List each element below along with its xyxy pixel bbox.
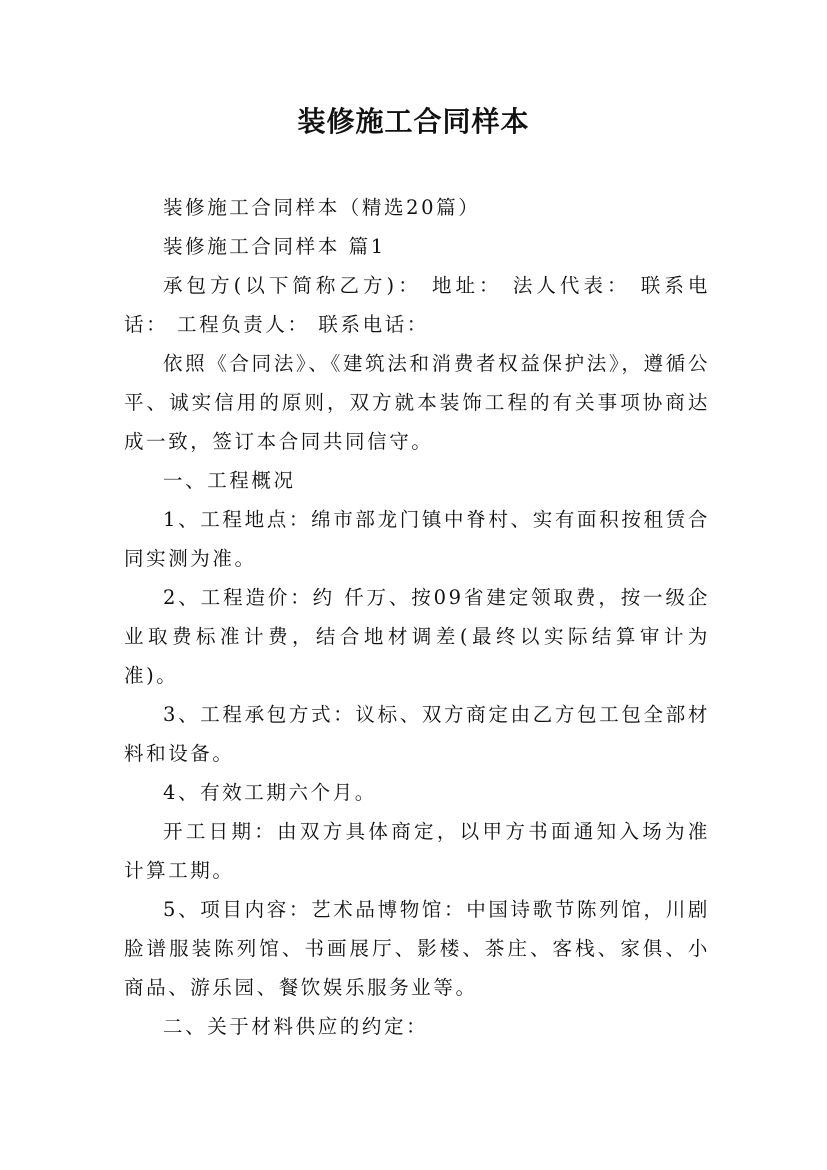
paragraph-item-cost: 2、工程造价：约 仟万、按09省建定领取费，按一级企业取费标准计费，结合地材调差(最终以实际结算审计为准)。 — [124, 586, 710, 687]
paragraph-subtitle: 装修施工合同样本（精选20篇） — [163, 196, 481, 219]
paragraph-start-date: 开工日期：由双方具体商定，以甲方书面通知入场为准计算工期。 — [124, 820, 710, 882]
paragraph-item-content: 5、项目内容：艺术品博物馆：中国诗歌节陈列馆，川剧脸谱服装陈列馆、书画展厅、影楼、茶庄、客栈、家俱、小商品、游乐园、餐饮娱乐服务业等。 — [124, 898, 710, 999]
paragraph-contractor-info: 承包方(以下简称乙方)： 地址： 法人代表： 联系电话： 工程负责人： 联系电话： — [124, 274, 710, 336]
paragraph-item-duration: 4、有效工期六个月。 — [163, 781, 377, 804]
paragraph-section-heading: 装修施工合同样本 篇1 — [163, 235, 386, 258]
paragraph-heading-materials: 二、关于材料供应的约定： — [163, 1015, 429, 1038]
paragraph-item-location: 1、工程地点：绵市部龙门镇中脊村、实有面积按租赁合同实测为准。 — [124, 508, 710, 570]
document-body — [124, 188, 710, 1046]
paragraph-heading-overview: 一、工程概况 — [163, 469, 296, 492]
document-title: 装修施工合同样本 — [297, 105, 530, 138]
paragraph-item-contract-method: 3、工程承包方式：议标、双方商定由乙方包工包全部材料和设备。 — [124, 703, 710, 765]
paragraph-preamble: 依照《合同法》、《建筑法和消费者权益保护法》，遵循公平、诚实信用的原则，双方就本装饰工程的有关事项协商达成一致，签订本合同共同信守。 — [124, 352, 710, 453]
